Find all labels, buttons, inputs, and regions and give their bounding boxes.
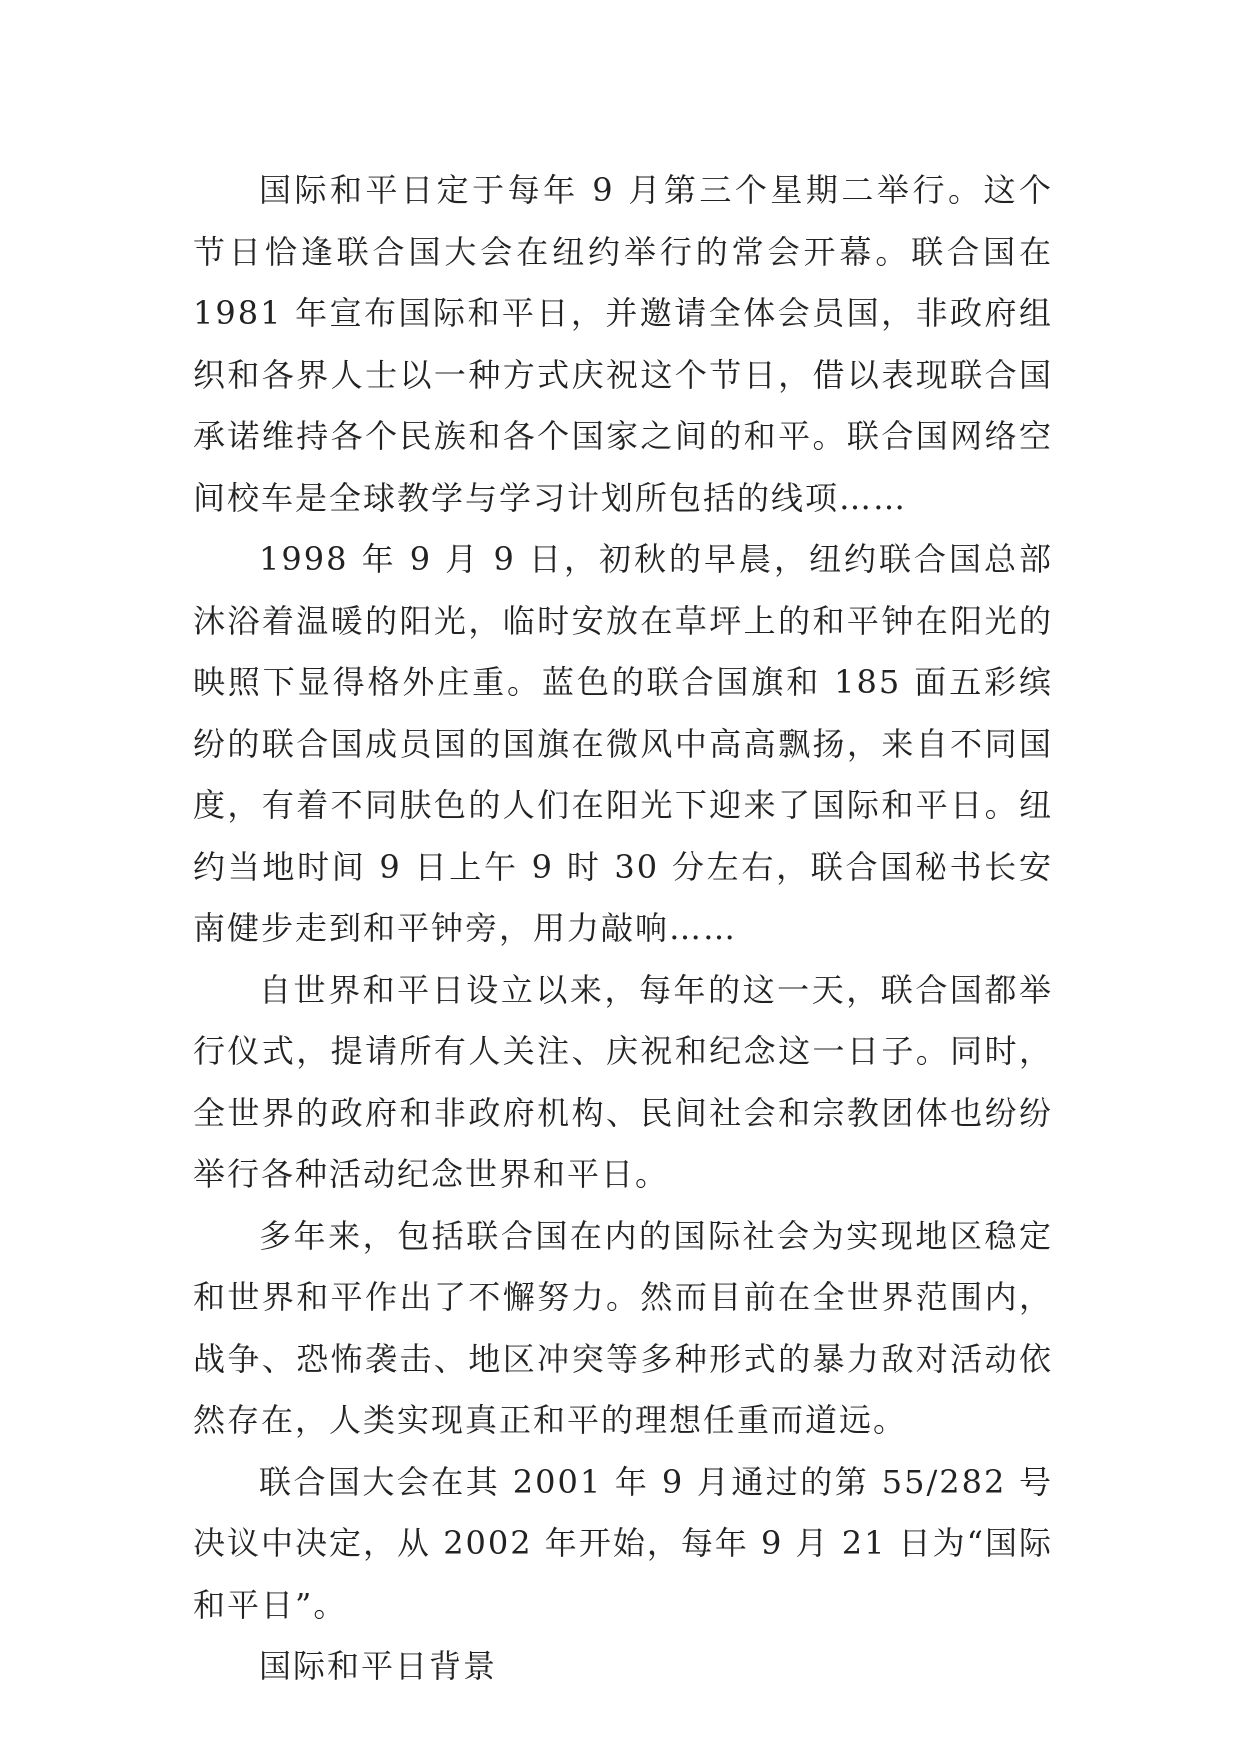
paragraph-resolution: 联合国大会在其 2001 年 9 月通过的第 55/282 号决议中决定，从 2002 年开始，每年 9 月 21 日为“国际和平日”。 bbox=[193, 1462, 1053, 1624]
paragraph-1998: 1998 年 9 月 9 日，初秋的早晨，纽约联合国总部沐浴着温暖的阳光，临时安放在草坪上的和平钟在阳光的映照下显得格外庄重。蓝色的联合国旗和 185 面五彩缤纷的联合国成员国的国旗在微风中高高飘扬，来自不同国度，有着不同肤色的人们在阳光下迎来了国际和平日。纽约当地时间 9 日上午 9 时 30 分左右，联合国秘书长安南健步走到和平钟旁，用力敲响…… bbox=[193, 540, 1053, 947]
document-body bbox=[193, 160, 1053, 1698]
paragraph-efforts: 多年来，包括联合国在内的国际社会为实现地区稳定和世界和平作出了不懈努力。然而目前在全世界范围内，战争、恐怖袭击、地区冲突等多种形式的暴力敌对活动依然存在，人类实现真正和平的理想任重而道远。 bbox=[193, 1216, 1053, 1439]
paragraph-intro: 国际和平日定于每年 9 月第三个星期二举行。这个节日恰逢联合国大会在纽约举行的常会开幕。联合国在 1981 年宣布国际和平日，并邀请全体会员国，非政府组织和各界人士以一种方式庆祝这个节日，借以表现联合国承诺维持各个民族和各个国家之间的和平。联合国网络空间校车是全球教学与学习计划所包括的线项…… bbox=[193, 171, 1053, 517]
section-heading: 国际和平日背景 bbox=[259, 1647, 498, 1685]
paragraph-ceremony: 自世界和平日设立以来，每年的这一天，联合国都举行仪式，提请所有人关注、庆祝和纪念这一日子。同时，全世界的政府和非政府机构、民间社会和宗教团体也纷纷举行各种活动纪念世界和平日。 bbox=[193, 970, 1053, 1193]
